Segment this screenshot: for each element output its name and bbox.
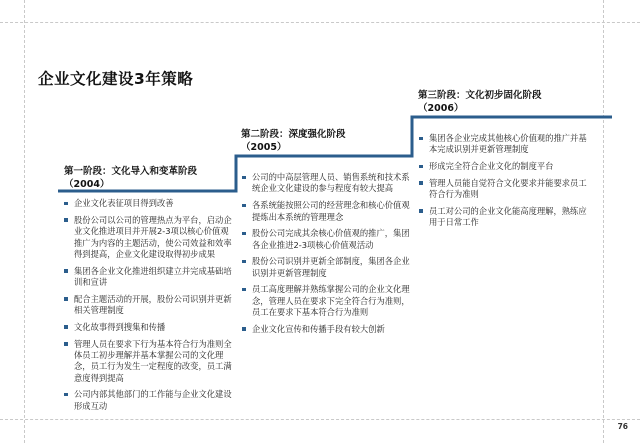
stage-1-bullets [62, 198, 236, 418]
list-item: 配合主题活动的开展，股份公司识别并更新相关管理制度 [62, 294, 236, 317]
list-item: 企业文化表征项目得到改善 [62, 198, 236, 209]
stage-1-heading [64, 165, 197, 191]
stage-2-heading [241, 128, 346, 154]
list-item: 集团各企业完成其他核心价值观的推广并基本完成识别并更新管理制度 [417, 133, 587, 156]
list-item: 企业文化宣传和传播手段有较大创新 [240, 324, 412, 335]
list-item: 股份公司以公司的管理热点为平台，启动企业文化推进项目并开展2-3项以核心价值观推广为内容的主题活动，使公司效益和效率得到提高，企业文化建设取得初步成果 [62, 215, 236, 261]
list-item: 员工高度理解并熟练掌握公司的企业文化理念，管理人员在要求下完全符合行为准则，员工在要求下基本符合行为准则 [240, 284, 412, 318]
list-item: 文化故事得到搜集和传播 [62, 322, 236, 333]
stage-3-heading [418, 89, 542, 115]
stage-2-bullets [240, 172, 412, 341]
list-item: 管理人员在要求下行为基本符合行为准则全体员工初步理解并基本掌握公司的文化理念，员工行为发生一定程度的改变，员工满意度得到提高 [62, 339, 236, 385]
list-item: 股份公司识别并更新全部制度，集团各企业识别并更新管理制度 [240, 256, 412, 279]
list-item: 公司的中高层管理人员、销售系统和技术系统企业文化建设的参与程度有较大提高 [240, 172, 412, 195]
stage-3-year: （2006） [418, 103, 464, 114]
list-item: 形成完全符合企业文化的制度平台 [417, 161, 587, 172]
stage-3-title: 第三阶段：文化初步固化阶段 [418, 90, 542, 101]
list-item: 股份公司完成其余核心价值观的推广，集团各企业推进2-3项核心价值观活动 [240, 228, 412, 251]
list-item: 管理人员能自觉符合文化要求并能要求员工符合行为准则 [417, 178, 587, 201]
list-item: 各系统能按照公司的经营理念和核心价值观提炼出本系统的管理理念 [240, 200, 412, 223]
list-item: 集团各企业文化推进组织建立并完成基础培训和宣讲 [62, 266, 236, 289]
stage-2-title: 第二阶段：深度强化阶段 [241, 129, 346, 140]
page-number: 76 [617, 422, 628, 431]
stage-1-title: 第一阶段：文化导入和变革阶段 [64, 166, 198, 177]
list-item: 员工对公司的企业文化能高度理解，熟练应用于日常工作 [417, 206, 587, 229]
stage-3-bullets [417, 133, 587, 234]
stage-1-year: （2004） [64, 179, 110, 190]
list-item: 公司内部其他部门的工作能与企业文化建设形成互动 [62, 389, 236, 412]
page-title: 企业文化建设3年策略 [38, 70, 194, 88]
stage-2-year: （2005） [241, 142, 287, 153]
